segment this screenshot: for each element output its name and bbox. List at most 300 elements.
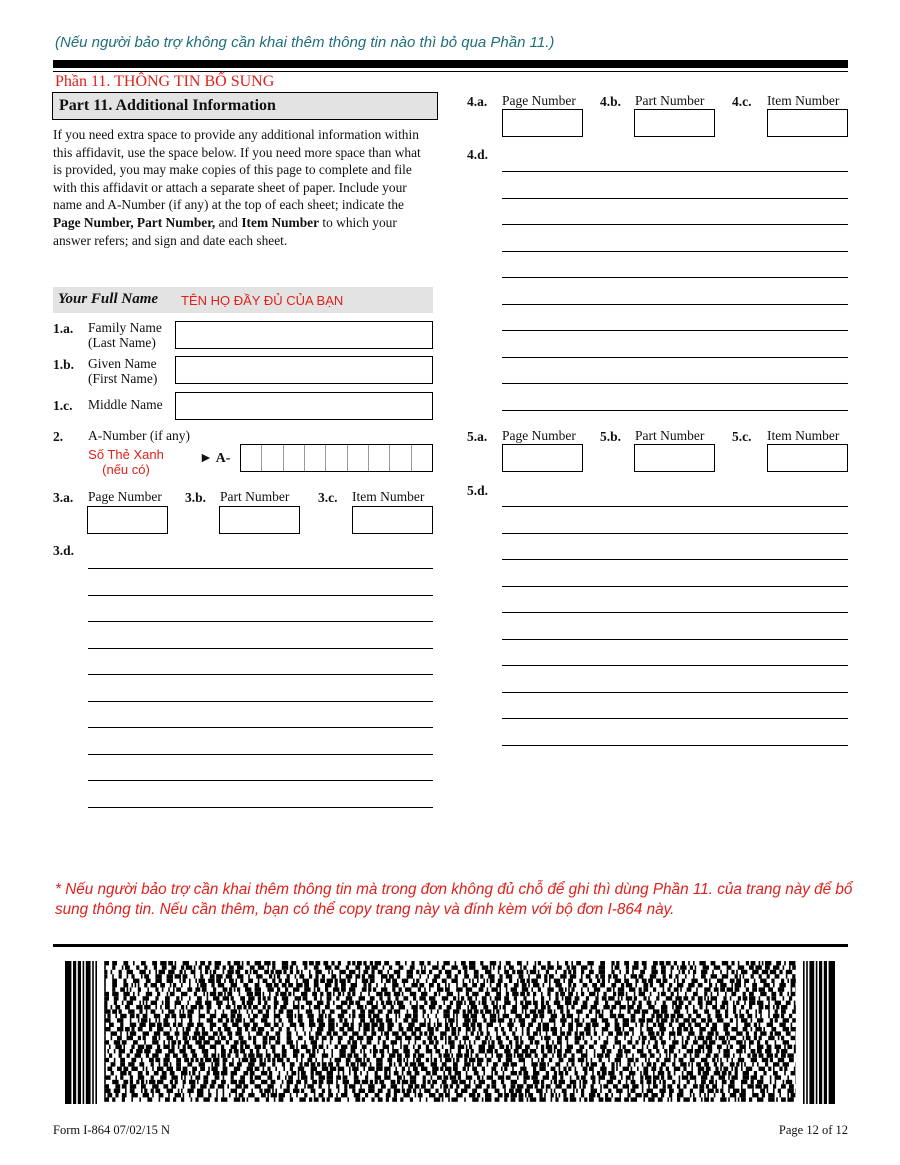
answer-line-4d[interactable] (502, 224, 848, 225)
barcode-module (309, 1018, 314, 1022)
barcode-module (304, 1093, 307, 1097)
barcode-module (735, 1014, 738, 1018)
answer-line-4d[interactable] (502, 198, 848, 199)
barcode-module (768, 1009, 770, 1013)
barcode-module (527, 1097, 529, 1101)
barcode-module (362, 1097, 365, 1101)
barcode-module (789, 961, 795, 965)
barcode-module (349, 1001, 354, 1005)
barcode-module (701, 1018, 706, 1022)
barcode-module (624, 1049, 630, 1053)
barcode-module (239, 1080, 245, 1084)
barcode-module (253, 1014, 258, 1018)
barcode-module (682, 1036, 684, 1040)
barcode-module (269, 1036, 275, 1040)
barcode-module (327, 1001, 330, 1005)
barcode-module (178, 1045, 180, 1049)
barcode-module (167, 979, 173, 983)
barcode-module (165, 1097, 170, 1101)
barcode-module (197, 1023, 203, 1027)
barcode-module (335, 979, 338, 983)
barcode-module (114, 1001, 117, 1005)
barcode-module (506, 992, 509, 996)
barcode-module (688, 1023, 691, 1027)
barcode-module (541, 1036, 543, 1040)
barcode-module (711, 996, 717, 1000)
answer-line-3d[interactable] (88, 648, 433, 649)
barcode-module (712, 970, 714, 974)
barcode-module (455, 1036, 458, 1040)
barcode-module (427, 1023, 430, 1027)
barcode-module (533, 1067, 536, 1071)
barcode-module (410, 1062, 416, 1066)
barcode-module (419, 983, 424, 987)
barcode-module (461, 961, 466, 965)
barcode-module (275, 992, 278, 996)
barcode-module (509, 979, 512, 983)
bottom-divider (53, 944, 848, 947)
answer-line-3d[interactable] (88, 727, 433, 728)
barcode-module (787, 1075, 789, 1079)
barcode-module (397, 974, 400, 978)
barcode-module (671, 970, 673, 974)
barcode-module (187, 1001, 189, 1005)
barcode-module (568, 983, 571, 987)
answer-line-4d[interactable] (502, 357, 848, 358)
barcode-module (736, 1001, 739, 1005)
barcode-module (195, 987, 200, 991)
barcode-module (554, 979, 560, 983)
barcode-module (639, 987, 642, 991)
barcode-module (279, 1071, 281, 1075)
barcode-module (690, 1075, 696, 1079)
barcode-module (608, 996, 614, 1000)
barcode-module (618, 987, 624, 991)
barcode-module (786, 1001, 791, 1005)
barcode-module (235, 1053, 238, 1057)
barcode-module (602, 1009, 604, 1013)
barcode-module (693, 1009, 698, 1013)
barcode-module (359, 970, 361, 974)
barcode-module (778, 987, 784, 991)
answer-line-5d[interactable] (502, 665, 848, 666)
barcode-module (576, 961, 581, 965)
barcode-module (522, 1027, 524, 1031)
barcode-module (571, 965, 576, 969)
item-number-field-3[interactable] (352, 506, 433, 534)
barcode-module (557, 1053, 562, 1057)
barcode-module (571, 1005, 574, 1009)
barcode-module (400, 1045, 402, 1049)
barcode-module (463, 965, 468, 969)
barcode-module (615, 1036, 618, 1040)
answer-line-4d[interactable] (502, 251, 848, 252)
barcode-module (346, 965, 349, 969)
barcode-module (809, 961, 814, 1104)
barcode-module (496, 1053, 502, 1057)
barcode-module (330, 1067, 336, 1071)
barcode-module (467, 1067, 469, 1071)
barcode-module (589, 1045, 594, 1049)
barcode-module (392, 987, 395, 991)
barcode-module (450, 1084, 453, 1088)
a-number-cell (305, 445, 326, 471)
barcode-module (680, 1062, 686, 1066)
given-name-field[interactable] (175, 356, 433, 384)
barcode-module (218, 1084, 224, 1088)
barcode-module (386, 1036, 389, 1040)
barcode-module (661, 1031, 664, 1035)
barcode-module (730, 1018, 733, 1022)
barcode-module (283, 1089, 289, 1093)
answer-line-5d[interactable] (502, 506, 848, 507)
barcode-module (651, 1067, 656, 1071)
barcode-module (637, 1067, 639, 1071)
barcode-module (491, 1071, 493, 1075)
barcode-module (528, 983, 530, 987)
barcode-module (162, 1071, 167, 1075)
barcode-module (490, 1018, 496, 1022)
barcode-module (504, 1097, 507, 1101)
barcode-module (472, 1027, 475, 1031)
barcode-module (781, 1009, 786, 1013)
answer-line-5d[interactable] (502, 533, 848, 534)
answer-line-4d[interactable] (502, 383, 848, 384)
barcode-module (581, 1062, 583, 1066)
barcode-module (720, 1097, 726, 1101)
barcode-module (287, 1058, 290, 1062)
barcode-module (170, 1071, 175, 1075)
barcode-module (200, 1067, 205, 1071)
barcode-module (755, 1009, 757, 1013)
barcode-module (386, 1014, 389, 1018)
barcode-module (379, 1080, 384, 1084)
barcode-module (560, 1009, 563, 1013)
barcode-module (363, 1049, 365, 1053)
barcode-module (688, 1062, 690, 1066)
barcode-module (421, 992, 427, 996)
barcode-module (659, 1036, 662, 1040)
barcode-module (463, 1036, 469, 1040)
a-number-vietnamese-label (84, 448, 168, 477)
barcode-module (714, 1062, 717, 1066)
barcode-module (773, 965, 779, 969)
barcode-module (352, 1009, 355, 1013)
barcode-module (408, 1067, 410, 1071)
barcode-module (312, 992, 317, 996)
barcode-module (520, 992, 525, 996)
page-number-field-4[interactable] (502, 109, 583, 137)
part-number-field-5[interactable] (634, 444, 715, 472)
barcode-module (440, 1067, 443, 1071)
barcode-module (195, 1058, 198, 1062)
barcode-module (255, 1067, 260, 1071)
barcode-module (221, 1045, 224, 1049)
barcode-module (231, 1014, 236, 1018)
answer-line-4d[interactable] (502, 304, 848, 305)
barcode-module (504, 1001, 510, 1005)
middle-name-field[interactable] (175, 392, 433, 420)
barcode-module (152, 1040, 158, 1044)
barcode-module (183, 979, 186, 983)
item-number-5d: 5.d. (467, 483, 489, 498)
answer-line-5d[interactable] (502, 612, 848, 613)
barcode-module (706, 1084, 709, 1088)
barcode-module (693, 970, 696, 974)
barcode-module (648, 1097, 654, 1101)
answer-line-5d[interactable] (502, 692, 848, 693)
item-number-field-4[interactable] (767, 109, 848, 137)
barcode-module (200, 961, 205, 965)
barcode-module (319, 1075, 325, 1079)
barcode-module (493, 965, 495, 969)
barcode-module (571, 1018, 573, 1022)
barcode-module (719, 1049, 721, 1053)
barcode-module (210, 974, 215, 978)
barcode-module (272, 961, 275, 965)
barcode-module (298, 1075, 300, 1079)
barcode-module (538, 970, 540, 974)
barcode-module (771, 1027, 776, 1031)
barcode-module (272, 1049, 275, 1053)
barcode-module (293, 1053, 298, 1057)
barcode-module (482, 1014, 485, 1018)
barcode-module (731, 1067, 733, 1071)
barcode-module (296, 1093, 298, 1097)
barcode-module (392, 983, 398, 987)
barcode-module (171, 1075, 177, 1079)
barcode-module (685, 1005, 688, 1009)
barcode-module (656, 1018, 659, 1022)
barcode-module (144, 983, 147, 987)
item-number-2: 2. (53, 429, 64, 444)
page-number-label-5: Page Number (502, 428, 576, 443)
barcode-module (517, 979, 519, 983)
barcode-module (410, 1080, 416, 1084)
barcode-module (570, 974, 576, 978)
barcode-module (599, 970, 605, 974)
answer-line-3d[interactable] (88, 807, 433, 808)
barcode-module (658, 1071, 664, 1075)
barcode-module (227, 992, 232, 996)
barcode-module (784, 1071, 786, 1075)
barcode-module (415, 1071, 420, 1075)
barcode-module (104, 1045, 106, 1049)
barcode-module (290, 965, 293, 969)
barcode-module (287, 1031, 292, 1035)
barcode-module (781, 1005, 787, 1009)
barcode-module (464, 1097, 466, 1101)
barcode-module (554, 1023, 556, 1027)
barcode-module (413, 1045, 415, 1049)
barcode-module (413, 996, 416, 1000)
barcode-module (328, 1062, 333, 1066)
barcode-module (611, 1062, 614, 1066)
barcode-module (207, 1005, 212, 1009)
barcode-module (115, 1093, 118, 1097)
answer-line-5d[interactable] (502, 639, 848, 640)
barcode-module (325, 987, 328, 991)
barcode-module (445, 1027, 450, 1031)
barcode-module (301, 1071, 306, 1075)
barcode-module (639, 992, 645, 996)
answer-line-4d[interactable] (502, 330, 848, 331)
barcode-module (287, 1009, 293, 1013)
barcode-module (747, 1014, 752, 1018)
barcode-module (314, 983, 319, 987)
barcode-module (683, 1084, 686, 1088)
barcode-module (282, 1049, 287, 1053)
barcode-module (520, 1036, 522, 1040)
barcode-module (426, 1097, 428, 1101)
barcode-module (770, 1080, 772, 1084)
barcode-module (568, 992, 573, 996)
barcode-module (301, 1089, 304, 1093)
a-number-field[interactable] (240, 444, 433, 472)
answer-line-5d[interactable] (502, 718, 848, 719)
barcode-module (559, 1071, 564, 1075)
barcode-module (416, 1058, 421, 1062)
barcode-module (682, 1075, 688, 1079)
page-number-field-5[interactable] (502, 444, 583, 472)
barcode-module (679, 1058, 684, 1062)
answer-line-4d[interactable] (502, 171, 848, 172)
barcode-module (651, 970, 657, 974)
barcode-module (349, 1014, 351, 1018)
page-number-field-3[interactable] (87, 506, 168, 534)
barcode-module (727, 987, 733, 991)
barcode-module (415, 1049, 420, 1053)
barcode-module (511, 1045, 513, 1049)
barcode-module (715, 983, 717, 987)
barcode-module (303, 979, 309, 983)
answer-line-4d[interactable] (502, 410, 848, 411)
barcode-module (538, 1058, 540, 1062)
barcode-module (591, 1005, 597, 1009)
barcode-module (626, 1053, 628, 1057)
barcode-module (621, 1075, 623, 1079)
barcode-module (627, 1009, 630, 1013)
answer-line-3d[interactable] (88, 674, 433, 675)
barcode-module (738, 1097, 740, 1101)
barcode-module (806, 961, 808, 1104)
barcode-module (253, 970, 258, 974)
barcode-module (600, 961, 605, 965)
barcode-module (735, 987, 740, 991)
barcode-module (453, 1067, 458, 1071)
barcode-module (615, 1001, 621, 1005)
barcode-module (243, 1084, 248, 1088)
barcode-module (143, 1014, 148, 1018)
a-number-cell (348, 445, 369, 471)
barcode-module (471, 1014, 477, 1018)
barcode-module (271, 1093, 277, 1097)
barcode-module (523, 1071, 528, 1075)
part-number-field-3[interactable] (219, 506, 300, 534)
barcode-module (458, 1027, 461, 1031)
barcode-module (211, 1067, 217, 1071)
barcode-module (339, 979, 345, 983)
barcode-module (234, 1067, 240, 1071)
barcode-module (467, 1005, 469, 1009)
barcode-module (571, 987, 574, 991)
barcode-module (391, 1084, 397, 1088)
barcode-module (551, 1093, 554, 1097)
part-number-field-4[interactable] (634, 109, 715, 137)
answer-line-3d[interactable] (88, 568, 433, 569)
barcode-module (699, 1084, 704, 1088)
barcode-module (335, 1097, 341, 1101)
barcode-module (301, 1045, 307, 1049)
barcode-module (267, 1093, 269, 1097)
barcode-module (503, 1031, 506, 1035)
answer-line-3d[interactable] (88, 621, 433, 622)
answer-line-3d[interactable] (88, 701, 433, 702)
barcode-module (595, 1014, 597, 1018)
barcode-module (509, 1027, 512, 1031)
barcode-module (138, 1027, 143, 1031)
barcode-module (354, 1075, 359, 1079)
barcode-module (207, 1071, 210, 1075)
barcode-module (376, 1001, 378, 1005)
item-number-label-4: Item Number (767, 93, 840, 108)
barcode-module (575, 1031, 578, 1035)
barcode-module (536, 1027, 541, 1031)
barcode-module (605, 1001, 608, 1005)
barcode-module (322, 1097, 325, 1101)
barcode-module (301, 1058, 303, 1062)
barcode-module (202, 1031, 208, 1035)
barcode-module (463, 1009, 466, 1013)
barcode-module (651, 1014, 654, 1018)
answer-line-5d[interactable] (502, 559, 848, 560)
item-number-field-5[interactable] (767, 444, 848, 472)
barcode-module (448, 1040, 454, 1044)
barcode-module (687, 1071, 693, 1075)
barcode-module (695, 965, 697, 969)
barcode-module (549, 1058, 552, 1062)
answer-line-5d[interactable] (502, 745, 848, 746)
answer-line-5d[interactable] (502, 586, 848, 587)
barcode-module (290, 1023, 296, 1027)
family-name-field[interactable] (175, 321, 433, 349)
barcode-module (565, 1001, 571, 1005)
item-number-4d: 4.d. (467, 147, 489, 162)
answer-line-3d[interactable] (88, 780, 433, 781)
barcode-module (274, 1097, 276, 1101)
answer-line-3d[interactable] (88, 595, 433, 596)
barcode-module (181, 1018, 183, 1022)
barcode-module (672, 1062, 675, 1066)
answer-line-3d[interactable] (88, 754, 433, 755)
answer-line-4d[interactable] (502, 277, 848, 278)
barcode-module (496, 992, 501, 996)
barcode-module (143, 1031, 149, 1035)
barcode-module (415, 1036, 421, 1040)
barcode-module (715, 1089, 718, 1093)
barcode-module (357, 961, 362, 965)
barcode-module (554, 1071, 557, 1075)
barcode-module (376, 1018, 382, 1022)
barcode-module (363, 1067, 365, 1071)
barcode-module (399, 1062, 402, 1066)
barcode-module (744, 983, 746, 987)
barcode-module (314, 1093, 316, 1097)
barcode-module (322, 1089, 325, 1093)
barcode-module (683, 1018, 689, 1022)
barcode-module (331, 970, 333, 974)
barcode-module (554, 1045, 557, 1049)
